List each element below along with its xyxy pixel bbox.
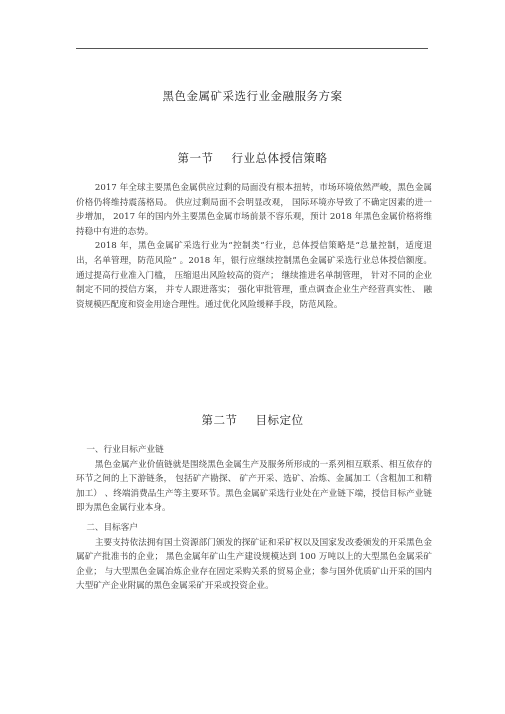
header-rule [76,48,428,49]
subsection-2-heading: 二、目标客户 [86,522,138,533]
subsection-1-heading: 一、行业目标产业链 [86,445,164,455]
section-2-title: 目标定位 [255,413,304,427]
section-1-heading [0,150,505,166]
section-2-number: 第二节 [201,413,238,427]
section-1-paragraph-2: 2018 年，黑色金属矿采选行业为“控制类”行业，总体授信策略是“总量控制，适度退出，名单管理，防范风险” 。2018 年，银行应继续控制黑色金属矿采选行业总体授信额度。 通过提高行业准入门槛， 压缩退出风险较高的资产； 继续推进名单制管理， 针对不同的企业制定不同的授信方案， 并专人跟进落实； 强化审批管理，重点调查企业生产经营真实性、 融资规模匹配度和资金用途合理性。通过优化风险缓释手段，防范风险。 [76,241,432,310]
section-1-title: 行业总体授信策略 [231,151,328,165]
section-1-paragraph-1: 2017 年全球主要黑色金属供应过剩的局面没有根本扭转，市场环境依然严峻，黑色金属价格仍将维持震荡格局。 供应过剩局面不会明显改观， 国际环境亦导致了不确定因素的进一步增加， 2017 年的国内外主要黑色金属市场前景不容乐观，预计 2018 年黑色金属价格将维持稳中有进的态势。 [76,183,432,237]
document-title: 黑色金属矿采选行业金融服务方案 [162,89,343,103]
subsection-2-paragraph: 主要支持依法拥有国土资源部门颁发的探矿证和采矿权以及国家发改委颁发的开采黑色金属矿产批准书的企业； 黑色金属年矿山生产建设规模达到 100 万吨以上的大型黑色金属采矿企业； 与大型黑色金属冶炼企业存在固定采购关系的贸易企业；参与国外优质矿山开采的国内大型矿产企业附属的黑色金属采矿开采或投资企业。 [76,537,432,592]
section-2-body [76,443,432,594]
subsection-1-paragraph: 黑色金属产业价值链就是围绕黑色金属生产及服务所形成的一系列相互联系、相互依存的环节之间的上下游链条， 包括矿产勘探、 矿产开采、选矿、冶炼、金属加工（含粗加工和精加工） 、终端消费品生产等主要环节。黑色金属矿采选行业处在产业链下端，授信目标产业链即为黑色金属行业本身。 [76,459,432,514]
section-1-number: 第一节 [177,151,214,165]
section-1-body [76,181,432,312]
section-2-heading [0,412,505,428]
